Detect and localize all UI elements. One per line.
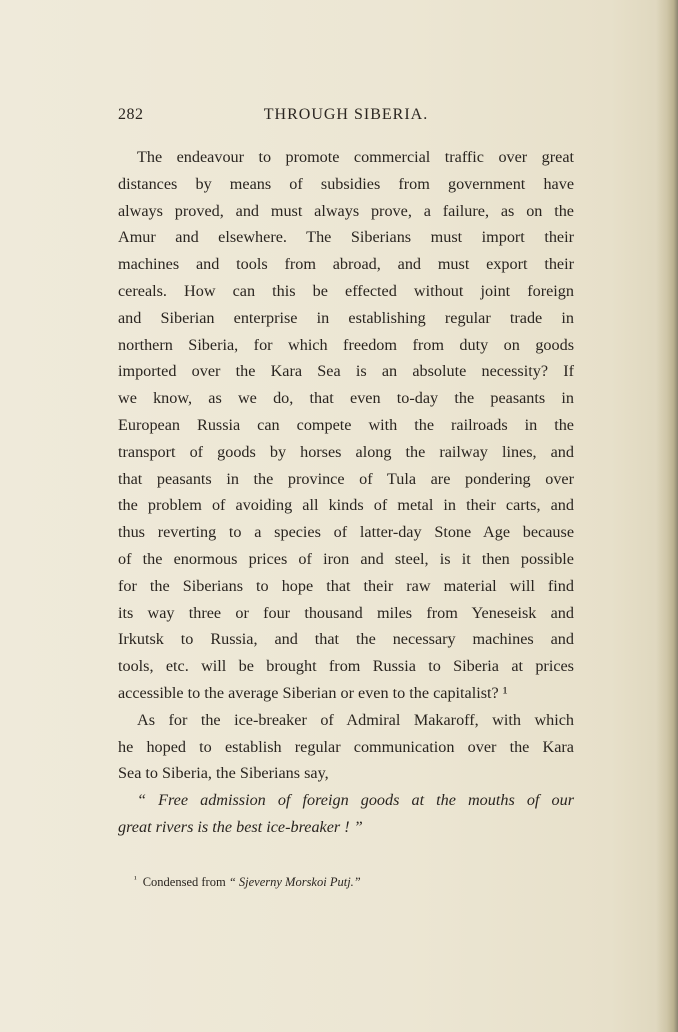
page-header-title: THROUGH SIBERIA. xyxy=(263,106,429,123)
text-line: of the enormous prices of iron and steel, is it then possible xyxy=(118,549,574,568)
text-line: and Siberian enterprise in establishing regular trade in xyxy=(118,308,574,327)
running-head xyxy=(118,106,574,130)
text-line: its way three or four thousand miles from Yeneseisk and xyxy=(118,603,574,622)
text-line: machines and tools from abroad, and must export their xyxy=(118,255,574,274)
text-line: transport of goods by horses along the railway lines, and xyxy=(118,442,574,461)
text-line: Amur and elsewhere. The Siberians must import their xyxy=(118,228,574,247)
text-line: that peasants in the province of Tula are pondering over xyxy=(118,469,574,488)
text-line: Sea to Siberia, the Siberians say, xyxy=(118,764,329,783)
text-line: The endeavour to promote commercial traffic over great xyxy=(137,148,574,166)
footnote-mark: ¹ xyxy=(134,874,137,884)
text-line: European Russia can compete with the railroads in the xyxy=(118,415,574,434)
quote-line: “ Free admission of foreign goods at the mouths of our xyxy=(137,791,574,810)
text-line: for the Siberians to hope that their raw material will find xyxy=(118,576,574,595)
text-line: northern Siberia, for which freedom from duty on goods xyxy=(118,335,574,354)
page-edge-shadow xyxy=(656,0,678,1032)
text-line: thus reverting to a species of latter-day Stone Age because xyxy=(118,523,574,542)
paragraph-2 xyxy=(118,707,574,787)
text-line: he hoped to establish regular communication over the Kara xyxy=(118,737,574,756)
footnote xyxy=(134,874,361,890)
quote xyxy=(118,787,574,841)
text-line: accessible to the average Siberian or even to the capitalist? ¹ xyxy=(118,683,508,702)
text-line: As for the ice-breaker of Admiral Makaroff, with which xyxy=(137,710,574,729)
text-line: Irkutsk to Russia, and that the necessary machines and xyxy=(118,630,574,649)
text-line: distances by means of subsidies from government have xyxy=(118,174,574,193)
text-line: always proved, and must always prove, a failure, as on the xyxy=(118,201,574,220)
text-line: we know, as we do, that even to-day the peasants in xyxy=(118,389,574,408)
paragraph-1 xyxy=(118,144,574,707)
page-number: 282 xyxy=(118,106,144,123)
text-line: cereals. How can this be effected without joint foreign xyxy=(118,281,574,300)
text-line: the problem of avoiding all kinds of metal in their carts, and xyxy=(118,496,574,515)
footnote-source: “ Sjeverny Morskoi Putj.” xyxy=(228,875,361,889)
footnote-text: Condensed from xyxy=(142,875,229,889)
text-line: imported over the Kara Sea is an absolute necessity? If xyxy=(118,362,574,381)
text-line: tools, etc. will be brought from Russia to Siberia at prices xyxy=(118,657,574,676)
quote-line: great rivers is the best ice-breaker ! ” xyxy=(118,817,363,836)
body-text xyxy=(118,144,574,841)
